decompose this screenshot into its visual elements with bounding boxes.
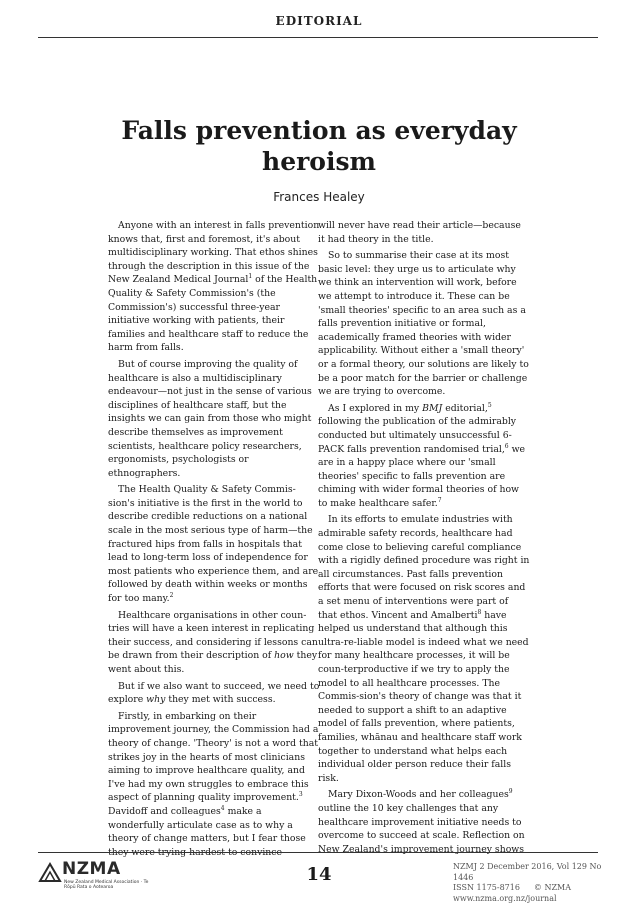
title-line-1: Falls prevention as everyday <box>121 116 516 145</box>
right-column <box>318 219 530 859</box>
issn-row <box>453 883 571 894</box>
paragraph: But of course improving the quality of healthcare is also a multidisciplinary endeavour—not just in the sense of various disciplines of healthcare staff, but the insights we can gain from those who might describe themselves as improvement scientists, healthcare policy researchers, ergonomists, psychologists or ethnographers. <box>108 358 320 480</box>
reference-marker: 4 <box>221 805 225 812</box>
title-line-2: heroism <box>262 147 376 176</box>
paragraph <box>108 483 320 605</box>
logo-subtitle: New Zealand Medical Association · Te Rōpū Rata o Aotearoa <box>64 880 154 890</box>
author-name: Frances Healey <box>0 190 638 204</box>
paragraph: will never have read their article—because it had theory in the title. <box>318 219 530 246</box>
paragraph <box>318 402 530 511</box>
article-title <box>60 115 578 177</box>
text-run: they went about this. <box>108 650 317 675</box>
left-column <box>108 219 320 862</box>
text-run: outline the 10 key challenges that any healthcare improvement initiative needs to overcome to succeed at scale. Reflection on New Zealand's improvement journey shows <box>318 803 525 855</box>
paragraph <box>318 513 530 785</box>
journal-url: www.nzma.org.nz/journal <box>453 894 603 904</box>
text-run: make a wonderfully articulate case as to why a theory of change matters, but I fear those they were trying hardest to convince <box>108 806 306 858</box>
bottom-divider <box>38 852 598 853</box>
reference-marker: 3 <box>299 791 303 798</box>
text-run: Healthcare organisations in other coun-tries will have a keen interest in replicating their success, and considering if lessons can be drawn from their description of <box>108 610 318 662</box>
emphasis: BMJ <box>422 403 442 414</box>
reference-marker: 8 <box>477 609 481 616</box>
page-number: 14 <box>0 864 638 885</box>
emphasis: why <box>146 694 165 705</box>
text-run: Mary Dixon-Woods and her colleagues <box>328 789 509 800</box>
reference-marker: 9 <box>509 788 513 795</box>
text-run: have helped us understand that although this ultra-re-liable model is indeed what we need for many healthcare processes, it will be coun-terproductive if we try to apply the model to all healthcare processes. The Commis-sion's theory of change was that it needed to support a shift to an adaptive model of falls prevention, where patients, families, whānau and healthcare staff work together to understand what helps each individual older person reduce their falls risk. <box>318 610 529 784</box>
reference-marker: 6 <box>505 442 509 449</box>
text-run: following the publication of the admirably conducted but ultimately unsuccessful 6-PACK falls prevention randomised trial, <box>318 416 516 454</box>
journal-issue: NZMJ 2 December 2016, Vol 129 No 1446 <box>453 862 603 883</box>
text-run: Anyone with an interest in falls prevention knows that, first and foremost, it's about multidisciplinary working. That ethos shines through the description in this issue of the New Zealand Medical Journal <box>108 220 319 285</box>
text-run: Firstly, in embarking on their improvement journey, the Commission had a theory of change. 'Theory' is not a word that strikes joy in the hearts of most clinicians aiming to improve healthcare quality, and I've had my own struggles to embrace this aspect of planning quality improvement. <box>108 711 318 804</box>
reference-marker: 1 <box>248 273 252 280</box>
emphasis: how <box>274 650 294 661</box>
reference-marker: 2 <box>170 592 174 599</box>
text-run: As I explored in my <box>328 403 422 414</box>
logo-wordmark: NZMA <box>62 859 121 879</box>
text-run: of the Health Quality & Safety Commission's (the Commission's) successful three-year initiative working with patients, their families and healthcare staff to reduce the harm from falls. <box>108 274 317 353</box>
text-run: But if we also want to succeed, we need to explore <box>108 681 319 706</box>
issn: ISSN 1175-8716 <box>453 883 520 894</box>
paragraph: So to summarise their case at its most basic level: they urge us to articulate why we think an intervention will work, before we attempt to introduce it. These can be 'small theories' specific to an area such as a falls prevention initiative or formal, academically framed theories with wider applicability. Without either a 'small theory' or a formal theory, our solutions are likely to be a poor match for the barrier or challenge we are trying to overcome. <box>318 249 530 399</box>
paragraph <box>318 788 530 856</box>
text-run: Davidoff and colleagues <box>108 806 221 817</box>
paragraph <box>108 680 320 707</box>
top-divider <box>38 37 598 38</box>
reference-marker: 5 <box>488 402 492 409</box>
copyright: © NZMA <box>534 883 571 894</box>
text-run: they met with success. <box>165 694 275 705</box>
section-label: EDITORIAL <box>0 14 638 28</box>
paragraph <box>108 219 320 355</box>
paragraph <box>108 609 320 677</box>
text-run: we are in a happy place where our 'small theories' specific to falls prevention are chiming with wider formal theories of how to make healthcare safer. <box>318 444 525 509</box>
paragraph <box>108 710 320 860</box>
journal-citation <box>453 862 603 904</box>
text-run: The Health Quality & Safety Commis-sion's initiative is the first in the world to describe credible reductions on a national scale in the most serious type of harm—the fractured hips from falls in hospitals that lead to long-term loss of independence for most patients who experience them, and are followed by death within weeks or months for too many. <box>108 484 318 604</box>
reference-marker: 7 <box>438 497 442 504</box>
text-run: In its efforts to emulate industries with admirable safety records, healthcare had come close to believing careful compliance with a rigidly defined procedure was right in all circumstances. Past falls prevention efforts that were focused on risk scores and a set menu of interventions were part of that ethos. Vincent and Amalberti <box>318 514 529 620</box>
text-run: editorial, <box>442 403 488 414</box>
